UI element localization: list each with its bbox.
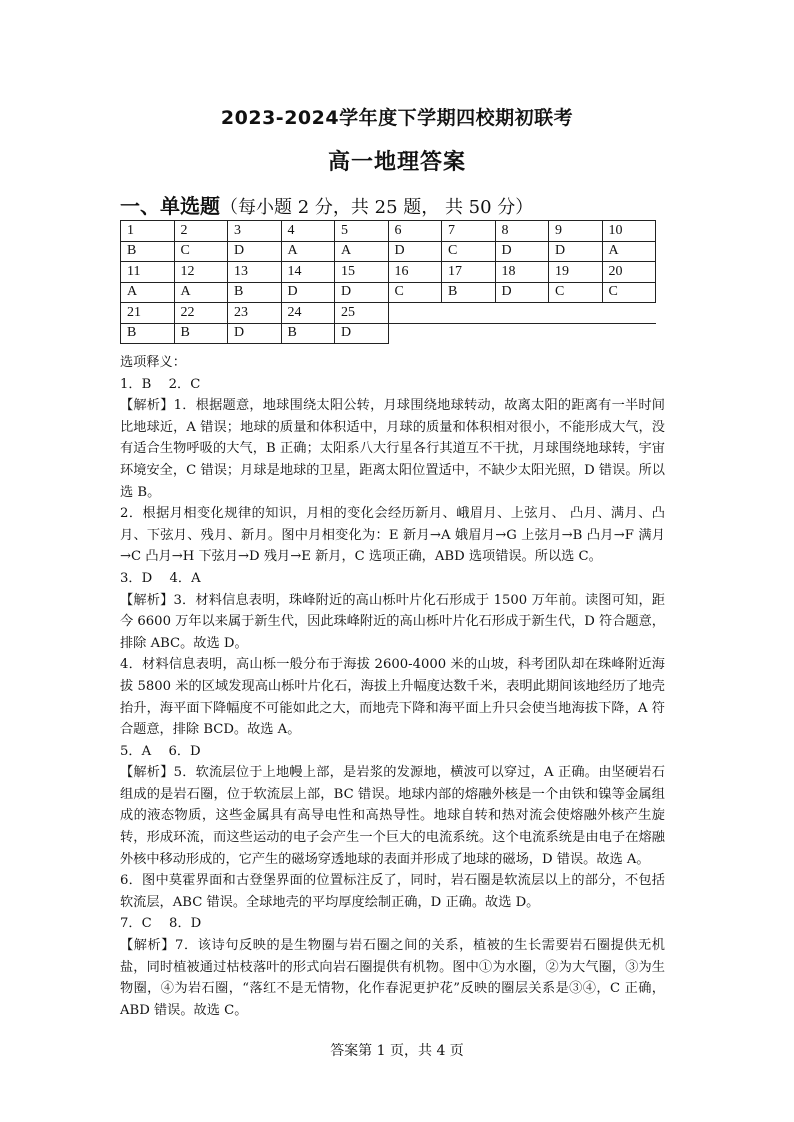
question-number-cell: 16 (388, 262, 442, 283)
section-heading-label: 一、单选题 (120, 194, 220, 218)
question-number-cell (602, 303, 656, 324)
question-number-cell (388, 303, 442, 324)
answer-cell (388, 323, 442, 344)
answer-cell: B (121, 323, 175, 344)
question-number-cell: 19 (549, 262, 603, 283)
answer-cell: D (549, 241, 603, 262)
question-number-cell: 9 (549, 221, 603, 242)
page-footer: 答案第 1 页，共 4 页 (330, 1043, 464, 1059)
answer-cell: D (281, 282, 335, 303)
question-number-row (121, 303, 656, 324)
answer-cell: A (281, 241, 335, 262)
question-number-cell: 10 (602, 221, 656, 242)
explanation-paragraph: 1．B 2．C (120, 376, 201, 392)
question-number-cell: 22 (174, 303, 228, 324)
explanation-paragraph: 3．D 4．A (120, 570, 201, 586)
answer-cell: B (442, 282, 496, 303)
answer-cell: B (281, 323, 335, 344)
question-number-cell: 2 (174, 221, 228, 242)
question-number-cell: 11 (121, 262, 175, 283)
question-number-cell (549, 303, 603, 324)
explanation-body (120, 352, 665, 1021)
answer-cell: C (388, 282, 442, 303)
answer-cell: C (602, 282, 656, 303)
answer-cell: D (228, 323, 282, 344)
question-number-cell: 1 (121, 221, 175, 242)
answer-row (121, 282, 656, 303)
answer-cell: D (495, 241, 549, 262)
explanation-paragraph: 【解析】1．根据题意，地球围绕太阳公转，月球围绕地球转动，故离太阳的距离有一半时间比地球近，A 错误；地球的质量和体积适中，月球的质量和体积相对很小，不能形成大气，没有适合生物呼吸的大气，B 正确；太阳系八大行星各行其道互不干扰，月球围绕地球转，宇宙环境安全，C 错误；月球是地球的卫星，距离太阳位置适中，不缺少太阳光照，D 错误。所以选 B。 (120, 398, 665, 500)
answer-cell: D (495, 282, 549, 303)
explanation-paragraph: 4．材料信息表明，高山栎一般分布于海拔 2600-4000 米的山坡，科考团队却在珠峰附近海拔 5800 米的区域发现高山栎叶片化石，海拔上升幅度达数千米，表明此期间该地经历了地壳抬升，海平面下降幅度不可能如此之大，而地壳下降和海平面上升只会使当地海拔下降，A 符合题意，排除 BCD。故选 A。 (120, 657, 665, 738)
section-heading (120, 190, 533, 219)
question-number-cell: 24 (281, 303, 335, 324)
answer-cell: A (174, 282, 228, 303)
question-number-row (121, 221, 656, 242)
explanation-paragraph: 5．A 6．D (120, 743, 201, 759)
answer-title: 高一地理答案 (327, 150, 466, 175)
question-number-cell: 14 (281, 262, 335, 283)
question-number-cell (495, 303, 549, 324)
explanation-paragraph: 【解析】7．该诗句反映的是生物圈与岩石圈之间的关系，植被的生长需要岩石圈提供无机盐，同时植被通过枯枝落叶的形式向岩石圈提供有机物。图中①为水圈，②为大气圈，③为生物圈，④为岩石圈，“落红不是无情物，化作春泥更护花”反映的圈层关系是③④，C 正确，ABD 错误。故选 C。 (120, 938, 665, 1018)
answer-cell: D (335, 282, 389, 303)
answer-cell: A (602, 241, 656, 262)
answer-cell: A (335, 241, 389, 262)
answer-cell: D (228, 241, 282, 262)
question-number-cell: 13 (228, 262, 282, 283)
answer-cell (602, 323, 656, 344)
section-score-note: （每小题 2 分，共 25 题， 共 50 分） (220, 197, 534, 218)
answer-cell: C (442, 241, 496, 262)
explanation-paragraph: 2．根据月相变化规律的知识，月相的变化会经历新月、峨眉月、上弦月、 凸月、满月、凸月、下弦月、残月、新月。图中月相变化为：E 新月→A 娥眉月→G 上弦月→B 凸月→F 满月→C 凸月→H 下弦月→D 残月→E 新月，C 选项正确，ABD 选项错误。所以选 C。 (120, 506, 665, 565)
question-number-cell: 21 (121, 303, 175, 324)
explanation-paragraph: 6．图中莫霍界面和古登堡界面的位置标注反了，同时，岩石圈是软流层以上的部分，不包括软流层，ABC 错误。全球地壳的平均厚度绘制正确，D 正确。故选 D。 (120, 873, 665, 910)
question-number-cell: 8 (495, 221, 549, 242)
question-number-cell: 17 (442, 262, 496, 283)
question-number-row (121, 262, 656, 283)
answer-cell (495, 323, 549, 344)
explanation-paragraph: 【解析】3．材料信息表明，珠峰附近的高山栎叶片化石形成于 1500 万年前。读图可知，距今 6600 万年以来属于新生代，因此珠峰附近的高山栎叶片化石形成于新生代，D 符合题意，排除 ABC。故选 D。 (120, 592, 665, 651)
answer-cell: D (335, 323, 389, 344)
explanation-paragraph: 选项释义： (120, 355, 186, 370)
explanation-paragraph: 7．C 8．D (120, 916, 202, 932)
answer-cell: C (174, 241, 228, 262)
question-number-cell: 25 (335, 303, 389, 324)
answer-row (121, 323, 656, 344)
answer-cell: D (388, 241, 442, 262)
answer-row (121, 241, 656, 262)
question-number-cell: 12 (174, 262, 228, 283)
answer-cell (549, 323, 603, 344)
question-number-cell: 6 (388, 221, 442, 242)
question-number-cell (442, 303, 496, 324)
answer-table (120, 220, 656, 344)
question-number-cell: 3 (228, 221, 282, 242)
question-number-cell: 20 (602, 262, 656, 283)
question-number-cell: 4 (281, 221, 335, 242)
answer-cell (442, 323, 496, 344)
question-number-cell: 5 (335, 221, 389, 242)
answer-cell: B (121, 241, 175, 262)
answer-cell: C (549, 282, 603, 303)
answer-cell: B (174, 323, 228, 344)
question-number-cell: 18 (495, 262, 549, 283)
exam-title: 2023-2024学年度下学期四校期初联考 (220, 107, 574, 129)
answer-cell: B (228, 282, 282, 303)
question-number-cell: 7 (442, 221, 496, 242)
explanation-paragraph: 【解析】5．软流层位于上地幔上部，是岩浆的发源地，横波可以穿过，A 正确。由坚硬岩石组成的是岩石圈，位于软流层上部，BC 错误。地球内部的熔融外核是一个由铁和镍等金属组成的液态物质，这些金属具有高导电性和高热导性。地球自转和热对流会使熔融外核产生旋转，形成环流，而这些运动的电子会产生一个巨大的电流系统。这个电流系统是由电子在熔融外核中移动形成的，它产生的磁场穿透地球的表面并形成了地球的磁场，D 错误。故选 A。 (120, 765, 665, 867)
question-number-cell: 15 (335, 262, 389, 283)
question-number-cell: 23 (228, 303, 282, 324)
answer-cell: A (121, 282, 175, 303)
